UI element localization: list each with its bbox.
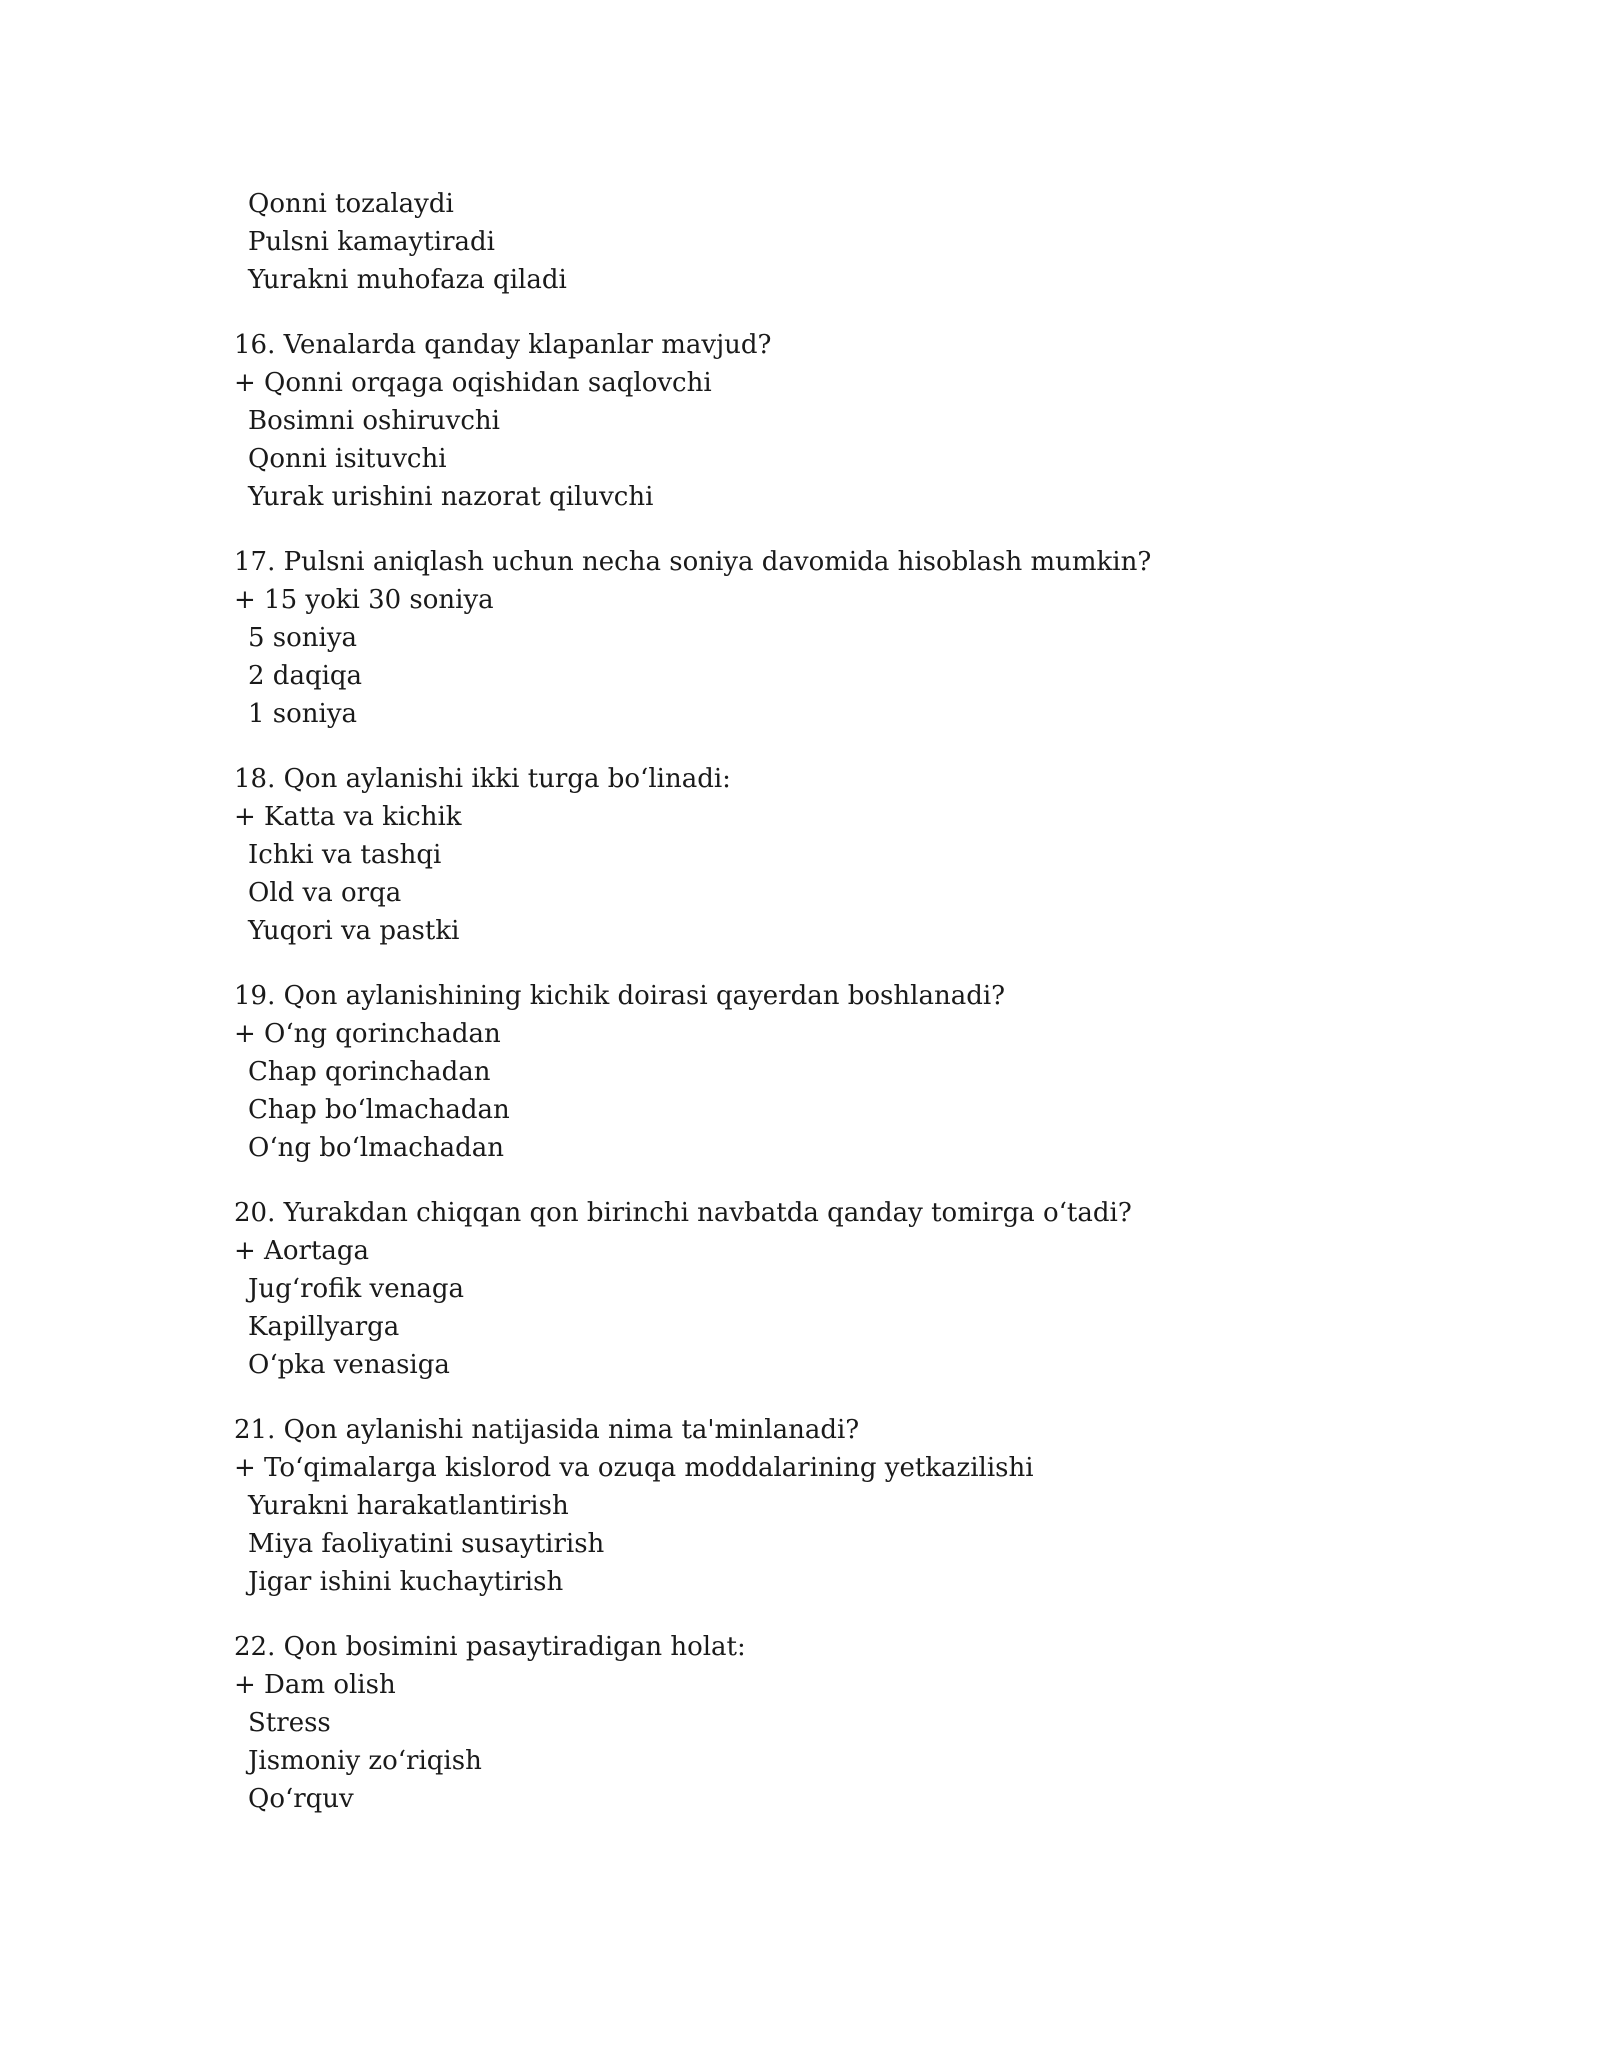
option-line: Yurakni muhofaza qiladi [248, 265, 567, 295]
question-text: 17. Pulsni aniqlash uchun necha soniya davomida hisoblash mumkin? [234, 547, 1152, 577]
option-line: 2 daqiqa [248, 661, 363, 691]
question-block-22 [234, 1628, 1434, 1818]
option-line: O‘ng bo‘lmachadan [248, 1133, 504, 1163]
correct-answer: + Katta va kichik [234, 802, 462, 832]
correct-answer: + To‘qimalarga kislorod va ozuqa moddalarining yetkazilishi [234, 1453, 1034, 1483]
option-line: Bosimni oshiruvchi [248, 406, 500, 436]
option-line: Yuqori va pastki [248, 916, 460, 946]
option-line: Qonni isituvchi [248, 444, 447, 474]
question-block-18 [234, 760, 1434, 950]
previous-question-options [234, 185, 1434, 299]
option-line: Ichki va tashqi [248, 840, 442, 870]
question-block-19 [234, 977, 1434, 1167]
question-text: 18. Qon aylanishi ikki turga bo‘linadi: [234, 764, 731, 794]
quiz-content [234, 185, 1434, 1845]
option-line: Chap qorinchadan [248, 1057, 491, 1087]
correct-answer: + Aortaga [234, 1236, 370, 1266]
correct-answer: + Dam olish [234, 1670, 396, 1700]
option-line: Pulsni kamaytiradi [248, 227, 495, 257]
option-line: Yurakni harakatlantirish [248, 1491, 569, 1521]
option-line: Jismoniy zo‘riqish [248, 1746, 482, 1776]
option-line: Stress [248, 1708, 331, 1738]
option-line: Qonni tozalaydi [248, 189, 454, 219]
option-line: Miya faoliyatini susaytirish [248, 1529, 605, 1559]
question-text: 16. Venalarda qanday klapanlar mavjud? [234, 330, 772, 360]
question-block-21 [234, 1411, 1434, 1601]
question-text: 19. Qon aylanishining kichik doirasi qayerdan boshlanadi? [234, 981, 1006, 1011]
question-block-20 [234, 1194, 1434, 1384]
option-line: 5 soniya [248, 623, 358, 653]
option-line: Yurak urishini nazorat qiluvchi [248, 482, 654, 512]
question-text: 22. Qon bosimini pasaytiradigan holat: [234, 1632, 746, 1662]
option-line: Qo‘rquv [248, 1784, 354, 1814]
option-line: Kapillyarga [248, 1312, 400, 1342]
option-line: Jigar ishini kuchaytirish [248, 1567, 564, 1597]
option-line: 1 soniya [248, 699, 358, 729]
question-block-17 [234, 543, 1434, 733]
option-line: O‘pka venasiga [248, 1350, 450, 1380]
option-line: Jug‘rofik venaga [248, 1274, 464, 1304]
correct-answer: + O‘ng qorinchadan [234, 1019, 501, 1049]
correct-answer: + 15 yoki 30 soniya [234, 585, 494, 615]
question-text: 21. Qon aylanishi natijasida nima ta'minlanadi? [234, 1415, 860, 1445]
question-text: 20. Yurakdan chiqqan qon birinchi navbatda qanday tomirga o‘tadi? [234, 1198, 1132, 1228]
correct-answer: + Qonni orqaga oqishidan saqlovchi [234, 368, 712, 398]
question-block-16 [234, 326, 1434, 516]
option-line: Chap bo‘lmachadan [248, 1095, 510, 1125]
option-line: Old va orqa [248, 878, 402, 908]
